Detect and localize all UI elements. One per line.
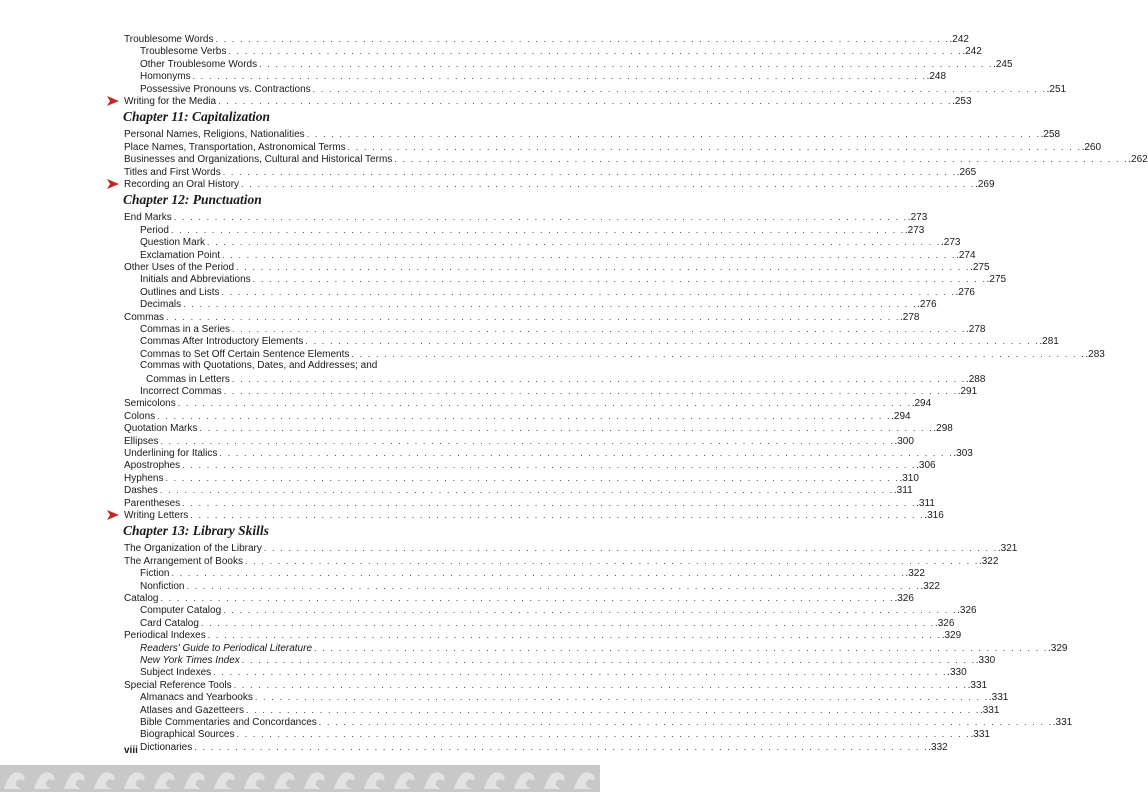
- toc-entry-page: .330: [975, 655, 996, 666]
- dot-leader: . . . . . . . . . . . . . . . . . . . . . . . . . . . . . . . . . . . . . . . . . . . . . . . . . . . . . . . . . . . . . . . . . . . . . . . . . . . . . . . . . . . . . . . . . .: [347, 141, 1082, 152]
- toc-entry-page: .298: [933, 423, 953, 435]
- dot-leader: . . . . . . . . . . . . . . . . . . . . . . . . . . . . . . . . . . . . . . . . . . . . . . . . . . . . . . . . . . . . . . . . . . . . . . . . . . . . . . . . . . . . . . . . . .: [241, 655, 976, 665]
- toc-entry-page: .311: [893, 485, 913, 497]
- wave-shape: [214, 772, 235, 789]
- toc-entry-title: Homonyms: [140, 71, 191, 83]
- toc-entry-title: Recording an Oral History: [124, 179, 240, 190]
- dot-leader: . . . . . . . . . . . . . . . . . . . . . . . . . . . . . . . . . . . . . . . . . . . . . . . . . . . . . . . . . . . . . . . . . . . . . . . . . . . . . . . . . . . . . . . . . .: [254, 692, 989, 703]
- toc-entry-line: [140, 567, 925, 580]
- toc-entry-line: [146, 373, 986, 386]
- wave-shape: [94, 772, 115, 789]
- dot-leader: . . . . . . . . . . . . . . . . . . . . . . . . . . . . . . . . . . . . . . . . . . . . . . . . . . . . . . . . . . . . . . . . . . . . . . . . . . . . . . . . . . . . . . . . . .: [314, 642, 1049, 653]
- toc-entry-line: [124, 435, 914, 448]
- toc-entry-line: [124, 261, 990, 274]
- toc-entry-line: [124, 679, 988, 692]
- toc-entry: [0, 567, 925, 580]
- toc-entry-page: .326: [934, 617, 955, 629]
- page-number: viii: [124, 745, 138, 756]
- toc-entry-line: [124, 311, 920, 324]
- toc-entry-page: .274: [956, 249, 976, 261]
- toc-entry-page: .269: [975, 179, 995, 190]
- toc-entry: [0, 555, 999, 567]
- toc-entry: [0, 95, 972, 107]
- toc-entry-title: Bible Commentaries and Concordances: [140, 717, 317, 728]
- toc-entry: [0, 323, 986, 335]
- toc-entry: [0, 33, 969, 45]
- dot-leader: . . . . . . . . . . . . . . . . . . . . . . . . . . . . . . . . . . . . . . . . . . . . . . . . . . . . . . . . . . . . . . . . . . . . . . . . . . . . . . . . . . . . . . . . . .: [241, 179, 976, 189]
- toc-entry-title: Computer Catalog: [140, 605, 222, 617]
- toc-entry: [0, 542, 1018, 555]
- dot-leader: . . . . . . . . . . . . . . . . . . . . . . . . . . . . . . . . . . . . . . . . . . . . . . . . . . . . . . . . . . . . . . . . . . . . . . . . . . . . . . . . . . . . . . . . . .: [160, 593, 895, 603]
- toc-entry: [0, 83, 1067, 95]
- toc-entry-line: [124, 128, 1061, 141]
- dot-leader: . . . . . . . . . . . . . . . . . . . . . . . . . . . . . . . . . . . . . . . . . . . . . . . . . . . . . . . . . . . . . . . . . . . . . . . . . . . . . . . . . . . . . . . . . .: [186, 580, 921, 591]
- toc-entry-title: Parentheses: [124, 497, 181, 509]
- dot-leader: . . . . . . . . . . . . . . . . . . . . . . . . . . . . . . . . . . . . . . . . . . . . . . . . . . . . . . . . . . . . . . . . . . . . . . . . . . . . . . . . . . . . . . . . . .: [207, 630, 942, 641]
- toc-entry-title: Initials and Abbreviations: [140, 274, 251, 286]
- toc-entry: [0, 580, 940, 592]
- dot-leader: . . . . . . . . . . . . . . . . . . . . . . . . . . . . . . . . . . . . . . . . . . . . . . . . . . . . . . . . . . . . . . . . . . . . . . . . . . . . . . . . . . . . . . . . . .: [183, 299, 918, 310]
- toc-entry: [0, 141, 1102, 153]
- toc-entry-title: Commas with Quotations, Dates, and Addresses; and: [140, 360, 378, 372]
- toc-entry-title: Commas After Introductory Elements: [140, 336, 304, 348]
- toc-entry-line: [124, 422, 953, 435]
- toc-entry-line: [140, 728, 990, 741]
- toc-entry-line: [124, 141, 1102, 154]
- toc-entry-line: [140, 224, 925, 237]
- toc-entry-line: [124, 410, 911, 423]
- dot-leader: . . . . . . . . . . . . . . . . . . . . . . . . . . . . . . . . . . . . . . . . . . . . . . . . . . . . . . . . . . . . . . . . . . . . . . . . . . . . . . . . . . . . . . . . . .: [160, 435, 895, 446]
- wave-shape: [454, 772, 475, 789]
- toc-entry-title: Outlines and Lists: [140, 286, 220, 298]
- toc-entry-line: [140, 580, 940, 593]
- dot-leader: . . . . . . . . . . . . . . . . . . . . . . . . . . . . . . . . . . . . . . . . . . . . . . . . . . . . . . . . . . . . . . . . . . . . . . . . . . . . . . . . . . . . . . . . . .: [223, 605, 958, 616]
- toc-entry: [0, 509, 944, 521]
- footer-wave-band: [0, 765, 600, 792]
- toc-entry-line: [140, 286, 975, 299]
- toc-entry-line: [140, 83, 1067, 96]
- toc-entry: [0, 273, 1007, 286]
- wave-shape: [304, 772, 325, 789]
- toc-entry: [0, 741, 948, 753]
- toc-entry: [0, 45, 982, 58]
- toc-entry: [0, 679, 988, 691]
- toc-entry-line: [124, 397, 932, 410]
- toc-entry-title: Question Mark: [140, 237, 206, 249]
- toc-entry: [0, 397, 932, 410]
- toc-entry: [0, 704, 1000, 716]
- toc-entry: [0, 224, 925, 236]
- toc-entry: [0, 459, 936, 472]
- dot-leader: . . . . . . . . . . . . . . . . . . . . . . . . . . . . . . . . . . . . . . . . . . . . . . . . . . . . . . . . . . . . . . . . . . . . . . . . . . . . . . . . . . . . . . . . . .: [252, 274, 987, 285]
- arrow-shape: [107, 179, 119, 189]
- toc-entry-line: [140, 691, 1009, 704]
- toc-entry-title: Underlining for Italics: [124, 448, 218, 459]
- dot-leader: . . . . . . . . . . . . . . . . . . . . . . . . . . . . . . . . . . . . . . . . . . . . . . . . . . . . . . . . . . . . . . . . . . . . . . . . . . . . . . . . . . . . . . . . . .: [182, 460, 917, 471]
- dot-leader: . . . . . . . . . . . . . . . . . . . . . . . . . . . . . . . . . . . . . . . . . . . . . . . . . . . . . . . . . . . . . . . . . . . . . . . . . . . . . . . . . . . . . . . . . .: [166, 311, 901, 322]
- dot-leader: . . . . . . . . . . . . . . . . . . . . . . . . . . . . . . . . . . . . . . . . . . . . . . . . . . . . . . . . . . . . . . . . . . . . . . . . . . . . . . . . . . . . . . . . . .: [223, 386, 958, 396]
- toc-entry-line: [124, 509, 944, 522]
- toc-entry-page: .331: [967, 679, 988, 691]
- toc-entry-title: Businesses and Organizations, Cultural and Historical Terms: [124, 154, 393, 166]
- toc-entry-title: The Arrangement of Books: [124, 555, 243, 567]
- toc-entry: [0, 373, 986, 385]
- dot-leader: . . . . . . . . . . . . . . . . . . . . . . . . . . . . . . . . . . . . . . . . . . . . . . . . . . . . . . . . . . . . . . . . . . . . . . . . . . . . . . . . . . . . . . . . . .: [177, 398, 912, 409]
- toc-entry-line: [124, 33, 969, 46]
- wave-shape: [364, 772, 385, 789]
- wave-shape: [274, 772, 295, 789]
- wave-shape: [184, 772, 205, 789]
- dot-leader: . . . . . . . . . . . . . . . . . . . . . . . . . . . . . . . . . . . . . . . . . . . . . . . . . . . . . . . . . . . . . . . . . . . . . . . . . . . . . . . . . . . . . . . . . .: [218, 96, 953, 106]
- wave-shape: [484, 772, 505, 789]
- toc-entry-title: The Organization of the Library: [124, 543, 262, 555]
- dot-leader: . . . . . . . . . . . . . . . . . . . . . . . . . . . . . . . . . . . . . . . . . . . . . . . . . . . . . . . . . . . . . . . . . . . . . . . . . . . . . . . . . . . . . . . . . .: [171, 568, 906, 579]
- toc-entry-title: Decimals: [140, 299, 182, 311]
- wave-shape: [544, 772, 565, 789]
- toc-entry-line: [124, 629, 962, 642]
- toc-entry: [0, 385, 978, 397]
- chapter-title: Chapter 12: Punctuation: [123, 192, 262, 208]
- toc-entry: [0, 410, 911, 422]
- toc-entry-line: [124, 484, 913, 497]
- dot-leader: . . . . . . . . . . . . . . . . . . . . . . . . . . . . . . . . . . . . . . . . . . . . . . . . . . . . . . . . . . . . . . . . . . . . . . . . . . . . . . . . . . . . . . . . . .: [173, 212, 908, 223]
- toc-entry-title: Commas in a Series: [140, 324, 231, 335]
- dot-leader: . . . . . . . . . . . . . . . . . . . . . . . . . . . . . . . . . . . . . . . . . . . . . . . . . . . . . . . . . . . . . . . . . . . . . . . . . . . . . . . . . . . . . . . . . .: [159, 485, 894, 496]
- toc-entry-page: .330: [947, 667, 967, 679]
- toc-entry: [0, 166, 977, 178]
- toc-entry-line: [140, 323, 986, 336]
- toc-entry-page: .260: [1081, 141, 1102, 153]
- toc-entry-title: Personal Names, Religions, Nationalities: [124, 129, 305, 141]
- dot-leader: . . . . . . . . . . . . . . . . . . . . . . . . . . . . . . . . . . . . . . . . . . . . . . . . . . . . . . . . . . . . . . . . . . . . . . . . . . . . . . . . . . . . . . . . . .: [165, 472, 900, 483]
- toc-entry: [0, 447, 973, 459]
- dot-leader: . . . . . . . . . . . . . . . . . . . . . . . . . . . . . . . . . . . . . . . . . . . . . . . . . . . . . . . . . . . . . . . . . . . . . . . . . . . . . . . . . . . . . . . . . .: [192, 71, 927, 82]
- toc-entry-page: .321: [997, 543, 1018, 555]
- toc-entry-title: Troublesome Words: [124, 34, 214, 45]
- dot-leader: . . . . . . . . . . . . . . . . . . . . . . . . . . . . . . . . . . . . . . . . . . . . . . . . . . . . . . . . . . . . . . . . . . . . . . . . . . . . . . . . . . . . . . . . . .: [157, 410, 892, 421]
- toc-entry: [0, 58, 1013, 70]
- toc-entry: [0, 691, 1009, 704]
- toc-entry-page: .322: [978, 555, 999, 567]
- dot-leader: . . . . . . . . . . . . . . . . . . . . . . . . . . . . . . . . . . . . . . . . . . . . . . . . . . . . . . . . . . . . . . . . . . . . . . . . . . . . . . . . . . . . . . . . . .: [263, 543, 998, 554]
- toc-entry-line: [140, 360, 471, 372]
- toc-entry-page: .265: [956, 166, 977, 178]
- wave-shape: [4, 772, 25, 789]
- toc-entry: [0, 654, 996, 666]
- arrow-shape: [107, 96, 119, 106]
- dot-leader: . . . . . . . . . . . . . . . . . . . . . . . . . . . . . . . . . . . . . . . . . . . . . . . . . . . . . . . . . . . . . . . . . . . . . . . . . . . . . . . . . . . . . . . . . .: [228, 46, 963, 57]
- toc-entry-title: Periodical Indexes: [124, 630, 206, 642]
- dot-leader: . . . . . . . . . . . . . . . . . . . . . . . . . . . . . . . . . . . . . . . . . . . . . . . . . . . . . . . . . . . . . . . . . . . . . . . . . . . . . . . . . . . . . . . . . .: [245, 704, 980, 715]
- dot-leader: . . . . . . . . . . . . . . . . . . . . . . . . . . . . . . . . . . . . . . . . . . . . . . . . . . . . . . . . . . . . . . . . . . . . . . . . . . . . . . . . . . . . . . . . . .: [236, 729, 971, 740]
- toc-entry: [0, 249, 976, 261]
- toc-entry-page: .331: [988, 692, 1009, 704]
- toc-entry-line: [140, 642, 1068, 655]
- toc-entry: [0, 153, 1148, 166]
- toc-entry: [0, 592, 914, 604]
- toc-entry-line: [140, 716, 1073, 729]
- toc-entry-title: Incorrect Commas: [140, 386, 222, 397]
- wave-shape: [124, 772, 145, 789]
- toc-entry-title: Period: [140, 224, 169, 236]
- toc-entry-title: Colons: [124, 410, 156, 422]
- toc-entry: [0, 497, 935, 509]
- toc-entry-page: .331: [970, 729, 990, 741]
- toc-entry-page: .262: [1128, 154, 1148, 166]
- toc-entry: [0, 335, 1059, 348]
- toc-entry-page: .273: [907, 212, 928, 224]
- toc-entry-page: .303: [953, 448, 973, 459]
- dot-leader: . . . . . . . . . . . . . . . . . . . . . . . . . . . . . . . . . . . . . . . . . . . . . . . . . . . . . . . . . . . . . . . . . . . . . . . . . . . . . . . . . . . . . . . . . .: [259, 58, 994, 69]
- dot-leader: . . . . . . . . . . . . . . . . . . . . . . . . . . . . . . . . . . . . . . . . . . . . . . . . . . . . . . . . . . . . . . . . . . . . . . . . . . . . . . . . . . . . . . . . . .: [306, 129, 1041, 140]
- dot-leader: . . . . . . . . . . . . . . . . . . . . . . . . . . . . . . . . . . . . . . . . . . . . . . . . . . . . . . . . . . . . . . . . . . . . . . . . . . . . . . . . . . . . . . . . . .: [305, 336, 1040, 347]
- toc-entry: [0, 311, 920, 323]
- toc-entry-title: Commas: [124, 311, 165, 323]
- wave-shape: [424, 772, 445, 789]
- toc-entry-title: Fiction: [140, 568, 170, 580]
- toc-entry: [0, 642, 1068, 654]
- toc-entry-page: .278: [966, 324, 986, 335]
- dot-leader: . . . . . . . . . . . . . . . . . . . . . . . . . . . . . . . . . . . . . . . . . . . . . . . . . . . . . . . . . . . . . . . . . . . . . . . . . . . . . . . . . . . . . . . . . .: [215, 34, 950, 44]
- toc-entry: [0, 236, 961, 249]
- toc-entry-title: Titles and First Words: [124, 166, 221, 178]
- toc-entry-title: Troublesome Verbs: [140, 46, 227, 58]
- toc-entry-title: Commas in Letters: [146, 373, 230, 385]
- toc-entry: [0, 261, 990, 273]
- dot-leader: . . . . . . . . . . . . . . . . . . . . . . . . . . . . . . . . . . . . . . . . . . . . . . . . . . . . . . . . . . . . . . . . . . . . . . . . . . . . . . . . . . . . . . . . . .: [170, 224, 905, 235]
- toc-entry-page: .276: [917, 299, 937, 311]
- toc-entry-title: Semicolons: [124, 398, 176, 410]
- dot-leader: . . . . . . . . . . . . . . . . . . . . . . . . . . . . . . . . . . . . . . . . . . . . . . . . . . . . . . . . . . . . . . . . . . . . . . . . . . . . . . . . . . . . . . . . . .: [194, 741, 929, 752]
- dot-leader: . . . . . . . . . . . . . . . . . . . . . . . . . . . . . . . . . . . . . . . . . . . . . . . . . . . . . . . . . . . . . . . . . . . . . . . . . . . . . . . . . . . . . . . . . .: [351, 348, 1086, 359]
- wave-shape: [34, 772, 55, 789]
- toc-entry-title: Nonfiction: [140, 580, 185, 592]
- toc-entry-page: .329: [1048, 642, 1068, 654]
- arrow-shape: [107, 510, 119, 520]
- toc-entry-line: [140, 704, 1000, 717]
- chapter-title: Chapter 11: Capitalization: [123, 109, 271, 125]
- toc-entry-page: .288: [965, 373, 986, 385]
- toc-entry-title: Ellipses: [124, 435, 159, 447]
- toc-entry-title: Commas to Set Off Certain Sentence Elements: [140, 348, 350, 360]
- wave-shape: [244, 772, 265, 789]
- toc-entry-title: Readers' Guide to Periodical Literature: [140, 642, 313, 654]
- toc-entry-page: .258: [1040, 129, 1061, 141]
- toc-entry-line: [140, 45, 982, 58]
- toc-entry-page: .332: [928, 741, 948, 753]
- toc-entry: [0, 435, 914, 447]
- toc-entry-title: Card Catalog: [140, 617, 199, 629]
- toc-entry-page: .331: [979, 704, 1000, 716]
- toc-entry-page: .273: [904, 224, 925, 236]
- toc-entry-page: .275: [986, 274, 1007, 286]
- toc-entry-page: .275: [970, 262, 990, 273]
- dot-leader: . . . . . . . . . . . . . . . . . . . . . . . . . . . . . . . . . . . . . . . . . . . . . . . . . . . . . . . . . . . . . . . . . . . . . . . . . . . . . . . . . . . . . . . . . .: [221, 286, 956, 297]
- toc-entry: [0, 286, 975, 298]
- toc-entry-title: Place Names, Transportation, Astronomical Terms: [124, 141, 346, 153]
- toc-entry-page: .311: [916, 497, 935, 509]
- toc-entry-title: Hyphens: [124, 472, 164, 484]
- toc-entry-page: .326: [957, 605, 977, 617]
- wave-shape: [574, 772, 595, 789]
- dot-leader: . . . . . . . . . . . . . . . . . . . . . . . . . . . . . . . . . . . . . . . . . . . . . . . . . . . . . . . . . . . . . . . . . . . . . . . . . . . . . . . . . . . . . . . . . .: [182, 497, 917, 508]
- toc-entry-line: [140, 298, 937, 311]
- dot-leader: . . . . . . . . . . . . . . . . . . . . . . . . . . . . . . . . . . . . . . . . . . . . . . . . . . . . . . . . . . . . . . . . . . . . . . . . . . . . . . . . . . . . . . . . . .: [222, 166, 957, 177]
- toc-entry: [0, 178, 995, 190]
- toc-entry: [0, 128, 1061, 141]
- toc-entry-line: [140, 385, 978, 398]
- toc-entry-page: .242: [949, 34, 969, 45]
- toc-entry-line: [140, 666, 967, 679]
- toc-entry-page: .251: [1046, 83, 1067, 95]
- toc-entry: [0, 604, 977, 617]
- toc-entry-line: [140, 617, 955, 630]
- toc-entry: [0, 484, 913, 497]
- toc-entry-page: .329: [941, 630, 962, 642]
- toc-entry: [0, 360, 600, 372]
- wave-shape: [334, 772, 355, 789]
- toc-entry-line: [124, 555, 999, 568]
- toc-entry-page: .273: [941, 237, 961, 249]
- toc-entry-page: .310: [899, 472, 919, 484]
- toc-entry-line: [140, 236, 961, 249]
- toc-entry-page: .300: [894, 435, 914, 447]
- toc-entry: [0, 472, 919, 484]
- toc-entry-title: Possessive Pronouns vs. Contractions: [140, 83, 311, 95]
- dot-leader: . . . . . . . . . . . . . . . . . . . . . . . . . . . . . . . . . . . . . . . . . . . . . . . . . . . . . . . . . . . . . . . . . . . . . . . . . . . . . . . . . . . . . . . . . .: [318, 717, 1053, 727]
- dot-leader: . . . . . . . . . . . . . . . . . . . . . . . . . . . . . . . . . . . . . . . . . . . . . . . . . . . . . . . . . . . . . . . . . . . . . . . . . . . . . . . . . . . . . . . . . .: [394, 154, 1129, 165]
- toc-entry: [0, 422, 953, 435]
- dot-leader: . . . . . . . . . . . . . . . . . . . . . . . . . . . . . . . . . . . . . . . . . . . . . . . . . . . . . . . . . . . . . . . . . . . . . . . . . . . . . . . . . . . . . . . . . .: [207, 237, 942, 248]
- toc-entry-line: [140, 249, 976, 262]
- toc-entry-title: Other Uses of the Period: [124, 262, 235, 273]
- toc-entry-line: [140, 741, 948, 754]
- toc-entry: [0, 666, 967, 679]
- toc-entry: [0, 716, 1073, 728]
- toc-entry-page: .326: [894, 593, 914, 604]
- toc-entry-page: .276: [955, 286, 975, 298]
- dot-leader: . . . . . . . . . . . . . . . . . . . . . . . . . . . . . . . . . . . . . . . . . . . . . . . . . . . . . . . . . . . . . . . . . . . . . . . . . . . . . . . . . . . . . . . . . .: [222, 249, 957, 260]
- toc-entry-line: [140, 70, 947, 83]
- toc-entry-page: .245: [993, 58, 1013, 70]
- dot-leader: . . . . . . . . . . . . . . . . . . . . . . . . . . . . . . . . . . . . . . . . . . . . . . . . . . . . . . . . . . . . . . . . . . . . . . . . . . . . . . . . . . . . . . . . . .: [312, 83, 1047, 94]
- dot-leader: . . . . . . . . . . . . . . . . . . . . . . . . . . . . . . . . . . . . . . . . . . . . . . . . . . . . . . . . . . . . . . . . . . . . . . . . . . . . . . . . . . . . . . . . . .: [213, 667, 948, 678]
- toc-entry: [0, 728, 990, 741]
- toc-entry-title: Biographical Sources: [140, 729, 235, 741]
- toc-entry-title: Atlases and Gazetteers: [140, 704, 244, 716]
- toc-entry-page: .306: [916, 460, 936, 472]
- wave-shape: [64, 772, 85, 789]
- toc-entry-line: [124, 497, 935, 510]
- toc-entry-title: End Marks: [124, 212, 172, 224]
- toc-entry-title: Apostrophes: [124, 460, 181, 472]
- toc-entry-title: Quotation Marks: [124, 423, 198, 435]
- toc-entry-line: [140, 273, 1007, 286]
- toc-entry-title: Dashes: [124, 485, 158, 497]
- toc-entry-page: .322: [920, 580, 940, 592]
- toc-entry-title: Catalog: [124, 593, 159, 604]
- toc-entry-line: [124, 459, 936, 472]
- toc-entry-title: Exclamation Point: [140, 249, 221, 261]
- toc-entry-line: [140, 348, 1105, 361]
- toc-entry: [0, 298, 937, 311]
- toc-entry-page: .242: [962, 46, 982, 58]
- toc-entry-page: .316: [924, 510, 944, 521]
- toc-entry-title: Writing Letters: [124, 510, 189, 521]
- toc-entry-title: New York Times Index: [140, 655, 240, 666]
- toc-entry-page: .291: [957, 386, 978, 397]
- toc-entry-page: .331: [1052, 717, 1073, 728]
- toc-entry-page: .322: [905, 568, 925, 580]
- dot-leader: . . . . . . . . . . . . . . . . . . . . . . . . . . . . . . . . . . . . . . . . . . . . . . . . . . . . . . . . . . . . . . . . . . . . . . . . . . . . . . . . . . . . . . . . . .: [199, 423, 934, 434]
- toc-entry-page: .278: [900, 311, 920, 323]
- dot-leader: . . . . . . . . . . . . . . . . . . . . . . . . . . . . . . . . . . . . . . . . . . . . . . . . . . . . . . . . . . . . . . . . . . . . . . . . . . . . . . . . . . . . . . . . . .: [233, 679, 968, 690]
- toc-entry-line: [124, 166, 977, 179]
- toc-entry-line: [124, 153, 1148, 166]
- toc-entry-page: .294: [891, 410, 911, 422]
- toc-entry-line: [124, 178, 995, 191]
- wave-shape: [154, 772, 175, 789]
- toc-entry-page: .294: [911, 398, 932, 410]
- toc-entry-line: [124, 447, 973, 460]
- toc-entry-title: Dictionaries: [140, 741, 193, 753]
- toc-entry-line: [124, 542, 1018, 555]
- chapter-title: Chapter 13: Library Skills: [123, 523, 269, 539]
- toc-entry-page: .281: [1039, 336, 1059, 348]
- toc-entry-line: [140, 58, 1013, 71]
- dot-leader: . . . . . . . . . . . . . . . . . . . . . . . . . . . . . . . . . . . . . . . . . . . . . . . . . . . . . . . . . . . . . . . . . . . . . . . . . . . . . . . . . . . . . . . . . .: [200, 617, 935, 628]
- arrow-pointer-icon: [107, 510, 119, 520]
- toc-entry: [0, 348, 1105, 360]
- toc-entry-line: [124, 95, 972, 108]
- wave-shape: [514, 772, 535, 789]
- dot-leader: . . . . . . . . . . . . . . . . . . . . . . . . . . . . . . . . . . . . . . . . . . . . . . . . . . . . . . . . . . . . . . . . . . . . . . . . . . . . . . . . . . . . . . . . . .: [219, 448, 954, 458]
- toc-entry-title: Special Reference Tools: [124, 679, 232, 691]
- wave-pattern-icon: [0, 765, 600, 792]
- toc-entry-title: Other Troublesome Words: [140, 58, 258, 70]
- toc-entry-line: [140, 335, 1059, 348]
- dot-leader: . . . . . . . . . . . . . . . . . . . . . . . . . . . . . . . . . . . . . . . . . . . . . . . . . . . . . . . . . . . . . . . . . . . . . . . . . . . . . . . . . . . . . . . . . .: [244, 555, 979, 566]
- toc-entry-line: [140, 654, 996, 667]
- toc-entry-page: .253: [952, 96, 972, 107]
- toc-entry-line: [124, 211, 928, 224]
- toc-entry-page: .248: [926, 71, 947, 83]
- arrow-pointer-icon: [107, 96, 119, 106]
- toc-entry-line: [124, 592, 914, 605]
- toc-entry-title: Almanacs and Yearbooks: [140, 692, 253, 704]
- toc-entry-title: Writing for the Media: [124, 96, 217, 107]
- wave-shape: [394, 772, 415, 789]
- toc-entry: [0, 629, 962, 642]
- arrow-pointer-icon: [107, 179, 119, 189]
- toc-entry: [0, 211, 928, 224]
- toc-entry-line: [124, 472, 919, 485]
- toc-entry-title: Subject Indexes: [140, 667, 212, 679]
- dot-leader: . . . . . . . . . . . . . . . . . . . . . . . . . . . . . . . . . . . . . . . . . . . . . . . . . . . . . . . . . . . . . . . . . . . . . . . . . . . . . . . . . . . . . . . . . .: [232, 324, 967, 334]
- toc-entry: [0, 70, 947, 83]
- toc-entry: [0, 617, 955, 629]
- toc-entry-page: .283: [1085, 348, 1105, 360]
- toc-entry-line: [140, 604, 977, 617]
- dot-leader: . . . . . . . . . . . . . . . . . . . . . . . . . . . . . . . . . . . . . . . . . . . . . . . . . . . . . . . . . . . . . . . . . . . . . . . . . . . . . . . . . . . . . . . . . .: [190, 510, 925, 520]
- dot-leader: . . . . . . . . . . . . . . . . . . . . . . . . . . . . . . . . . . . . . . . . . . . . . . . . . . . . . . . . . . . . . . . . . . . . . . . . . . . . . . . . . . . . . . . . . .: [231, 373, 966, 384]
- dot-leader: . . . . . . . . . . . . . . . . . . . . . . . . . . . . . . . . . . . . . . . . . . . . . . . . . . . . . . . . . . . . . . . . . . . . . . . . . . . . . . . . . . . . . . . . . .: [236, 262, 971, 272]
